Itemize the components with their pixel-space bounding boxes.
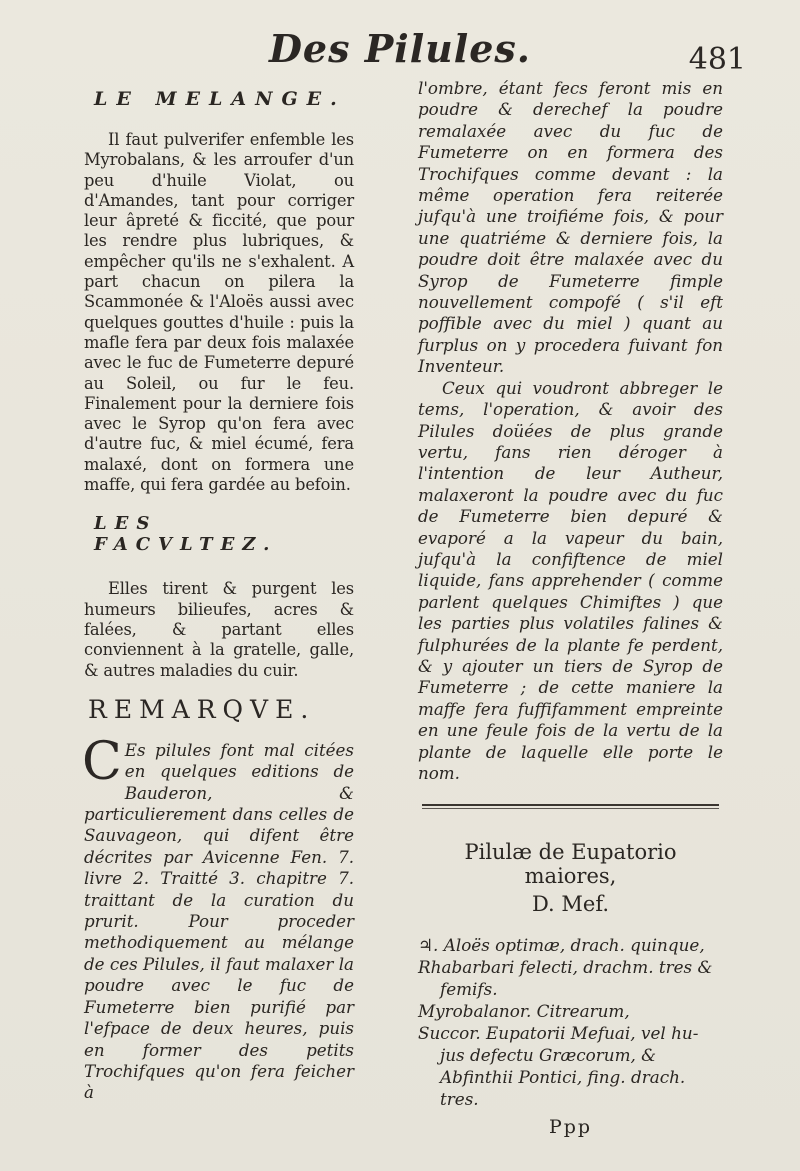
remarque-paragraph bbox=[82, 731, 354, 1104]
section-divider bbox=[422, 804, 719, 806]
page-header bbox=[0, 18, 800, 78]
recipe-line: ♃. Aloës optimæ, drach. quinque, bbox=[418, 935, 705, 956]
section-title-melange: LE MELANGE. bbox=[94, 88, 346, 110]
signature-mark: Ppp bbox=[548, 1116, 593, 1139]
remarque-text: Es pilules font mal citées en quelques editions de Bauderon, & particulierement dans celles de Sauvageon, qui difent être décrites par Avicenne Fen. 7. livre 2. Traitté 3. chapitre 7. traittant de la curation du prurit. Pour proceder methodiquement au mélange de ces Pilules, il faut malaxer la poudre avec le fuc de Fumeterre bien purifié par l'efpace de deux heures, puis en former des petits Trochifques qu'on fera feicher à bbox=[84, 739, 354, 1103]
recipe-line: jus defectu Græcorum, & bbox=[440, 1045, 657, 1066]
recipe-line: Abfinthii Pontici, fing. drach. bbox=[440, 1067, 686, 1088]
right-column bbox=[418, 78, 723, 1138]
recipe-line: Rhabarbari felecti, drachm. tres & bbox=[418, 957, 713, 978]
recipe-title: Pilulæ de Eupatorio maiores, bbox=[464, 840, 677, 889]
recipe-line: Succor. Eupatorii Mefuai, vel hu- bbox=[418, 1023, 699, 1044]
continuation-paragraph: l'ombre, étant fecs feront mis en poudre & derechef la poudre remalaxée avec du fuc de Fumeterre on en formera des Trochifques comme devant : la même operation fera reiterée jufqu'à une troifiéme fois, & pour une quatriéme & derniere fois, la poudre doit être malaxée avec du Syrop de Fumeterre fimple nouvellement compofé ( s'il eft poffible avec du miel ) quant au furplus on y procedera fuivant fon Inventeur. bbox=[418, 78, 723, 377]
running-head: Des Pilules. bbox=[268, 26, 532, 71]
section-title-remarque: REMARQVE. bbox=[88, 694, 316, 724]
page-number: 481 bbox=[688, 42, 746, 77]
section-title-facultez: LES FACVLTEZ. bbox=[94, 513, 278, 556]
recipe-line: Myrobalanor. Citrearum, bbox=[418, 1001, 630, 1022]
recipe-author: D. Mef. bbox=[531, 892, 610, 917]
recipe-list bbox=[418, 934, 723, 1110]
melange-paragraph: Il faut pulverifer enfemble les Myrobalans, & les arroufer d'un peu d'huile Violat, ou d'Amandes, tant pour corriger leur âpreté & ficcité, que pour les rendre plus lubriques, & empêcher qu'ils ne s'exhalent. A part chacun on pilera la Scammonée & l'Aloës aussi avec quelques gouttes d'huile : puis la mafle fera par deux fois malaxée avec le fuc de Fumeterre depuré au Soleil, ou fur le feu. Finalement pour la derniere fois avec le Syrop qu'on fera avec d'autre fuc, & miel écumé, fera malaxé, dont on formera une maffe, qui fera gardée au befoin. bbox=[84, 130, 354, 495]
recipe-line: femifs. bbox=[440, 979, 498, 1000]
recipe-line: tres. bbox=[440, 1089, 479, 1110]
ceux-paragraph: Ceux qui voudront abbreger le tems, l'operation, & avoir des Pilules doüées de plus grande vertu, fans rien déroger à l'intention de leur Autheur, malaxeront la poudre avec du fuc de Fumeterre bien depuré & evaporé a la vapeur du bain, jufqu'à la confiftence de miel liquide, fans apprehender ( comme parlent quelques Chimiftes ) que les parties plus volatiles falines & fulphurées de la plante fe perdent, & y ajouter un tiers de Syrop de Fumeterre ; de cette maniere la maffe fera fuffifamment empreinte en une feule fois de la vertu de la plante de laquelle elle porte le nom. bbox=[418, 377, 723, 783]
drop-cap: C bbox=[82, 731, 122, 792]
facultez-paragraph: Elles tirent & purgent les humeurs bilieufes, acres & falées, & partant elles conviennent à la gratelle, galle, & autres maladies du cuir. bbox=[84, 579, 354, 680]
left-column bbox=[84, 78, 354, 1104]
